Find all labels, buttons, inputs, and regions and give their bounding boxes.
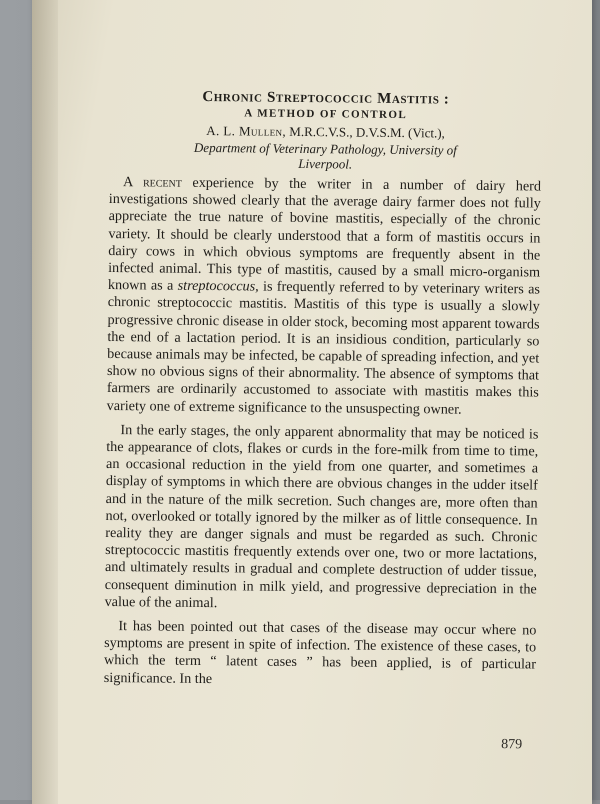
paragraph-1-italic-term: streptococcus, <box>177 277 259 295</box>
paragraph-1 <box>107 174 541 419</box>
paragraph-1-lead: A recent <box>122 174 182 191</box>
author-name: A. L. Mullen, <box>206 123 287 139</box>
affiliation-line-2: Liverpool. <box>298 155 353 172</box>
page-number: 879 <box>501 737 523 753</box>
author-credentials: M.R.C.V.S., D.V.S.M. (Vict.), <box>289 123 445 141</box>
page-gutter-shadow <box>32 0 58 804</box>
article-subtitle: A METHOD OF CONTROL <box>244 107 408 122</box>
paragraph-1-part-b: is frequently referred to by veterinary writers as chronic streptococcic mastitis. Mastitis of this type is usually a slowly progressive chronic disease in older stock, becoming most apparent towards the end of a lactation period. It is an insidious condition, particularly so because animals may be infected, be capable of spreading infection, and yet show no obvious signs of their abnormality. The absence of symptoms that farmers are ordinarily accustomed to associate with mastitis makes this variety one of extreme significance to the unsuspecting owner. <box>106 278 541 418</box>
affiliation-line-1: Department of Veterinary Pathology, University of <box>193 139 457 158</box>
journal-page <box>32 0 592 804</box>
paragraph-2: In the early stages, the only apparent abnormality that may be noticed is the appearance of clots, flakes or curds in the fore-milk from time to time, an occasional reduction in the yield from one quarter, and sometimes a display of symptoms in which there are obvious changes in the udder itself and in the nature of the milk secretion. Such changes are, more often than not, overlooked or totally ignored by the milker as of little consequence. In reality they are danger signals and must be regarded as such. Chronic streptococcic mastitis frequently extends over one, two or more lactations, and ultimately results in gradual and complete destruction of udder tissue, consequent diminution in milk yield, and progressive depreciation in the value of the animal. <box>104 421 539 612</box>
article-title: Chronic Streptococcic Mastitis : <box>202 88 450 108</box>
paragraph-3: It has been pointed out that cases of the disease may occur where no symptoms are present in spite of infection. The existence of these cases, to which the term “ latent cases ” has been applied, is of particular significance. In the <box>103 618 537 687</box>
paragraph-1-part-a: experience by the writer in a number of dairy herd investigations showed clearly that the average dairy farmer does not fully appreciate the true nature of bovine mastitis, especially of the chronic variety. It should be clearly understood that a form of mastitis occurs in dairy cows in which obvious symptoms are frequently absent in the infected animal. This type of mastitis, caused by a small micro-organism known as a <box>107 174 542 294</box>
author-affiliation <box>109 139 541 174</box>
article-content <box>103 88 542 753</box>
